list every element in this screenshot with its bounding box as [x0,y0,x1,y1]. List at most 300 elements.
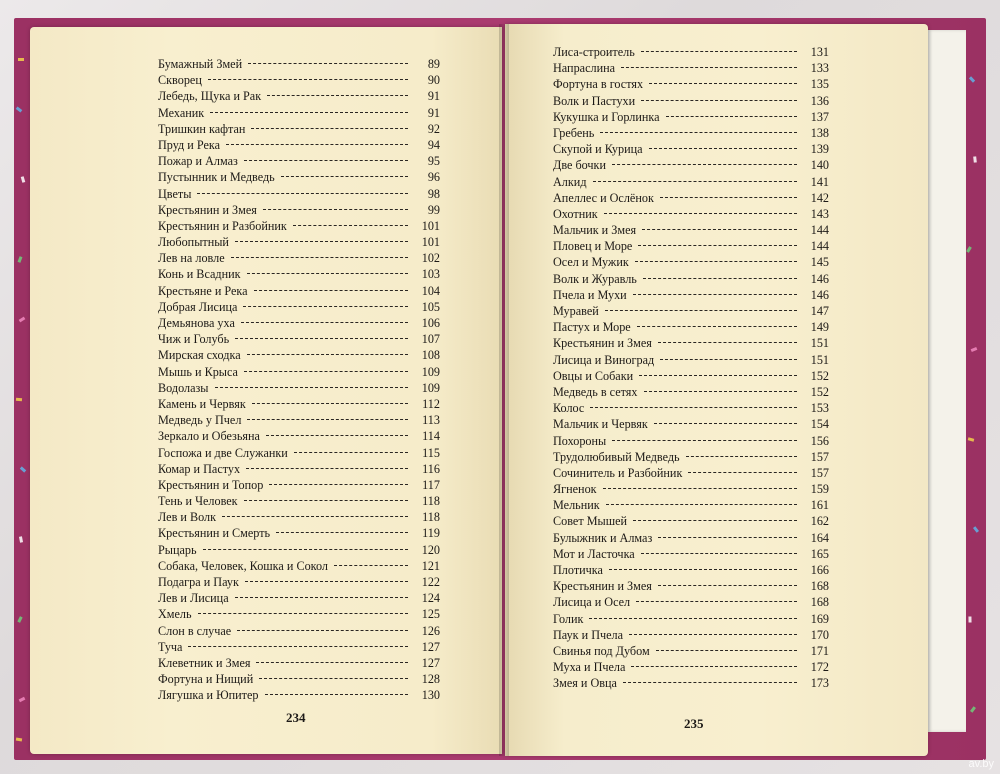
dash-leader [612,164,797,165]
dash-leader [606,504,797,505]
contents-entry [553,611,829,627]
entry-page-number: 143 [810,206,829,221]
contents-entry [553,384,829,400]
contents-entry [158,542,440,558]
entry-page-number: 109 [421,364,440,379]
dash-leader [658,585,797,586]
cover-confetti [969,76,975,82]
entry-page-number: 116 [422,461,440,476]
entry-title: Водолазы [158,380,209,395]
entry-title: Любопытный [158,235,229,250]
entry-title: Лебедь, Щука и Рак [158,89,262,104]
contents-entry [553,643,829,659]
dash-leader [226,144,408,145]
contents-entry [553,287,829,303]
entry-title: Пруд и Река [158,137,221,152]
entry-page-number: 140 [810,158,829,173]
left-page-number: 234 [286,710,306,725]
entry-page-number: 168 [810,595,829,610]
dash-leader [235,597,408,598]
contents-entry [158,590,440,606]
entry-title: Муха и Пчела [553,660,626,675]
dash-leader [604,213,797,214]
entry-title: Комар и Пастух [158,461,241,476]
entry-page-number: 131 [810,45,829,59]
entry-title: Скворец [158,73,202,88]
entry-title: Мышь и Крыса [158,364,238,379]
cover-confetti [968,616,971,622]
dash-leader [241,322,408,323]
dash-leader [660,197,797,198]
dash-leader [243,306,408,307]
entry-title: Фортуна в гостях [553,77,644,92]
contents-entry [553,659,829,675]
entry-title: Крестьяне и Река [158,283,248,298]
entry-page-number: 92 [427,121,440,136]
dash-leader [649,148,797,149]
cover-confetti [21,176,26,183]
contents-entry [553,513,829,529]
contents-entry [553,222,829,238]
entry-page-number: 95 [427,154,440,169]
contents-entry [553,190,829,206]
dash-leader [254,290,408,291]
contents-entry [158,509,440,525]
entry-page-number: 161 [810,498,829,513]
dash-leader [215,387,409,388]
cover-confetti [970,706,976,713]
entry-page-number: 114 [422,429,440,444]
entry-page-number: 90 [427,73,440,88]
entry-title: Совет Мышей [553,514,628,529]
dash-leader [245,581,408,582]
contents-entry [158,299,440,315]
entry-page-number: 153 [810,401,829,416]
entry-title: Овцы и Собаки [553,368,634,383]
entry-title: Собака, Человек, Кошка и Сокол [158,558,328,573]
entry-title: Крестьянин и Разбойник [158,218,287,233]
entry-title: Госпожа и две Служанки [158,445,288,460]
dash-leader [222,516,408,517]
contents-entry [553,303,829,319]
entry-page-number: 171 [810,643,829,658]
entry-page-number: 117 [422,477,440,492]
dash-leader [633,294,797,295]
dash-leader [631,666,797,667]
entry-page-number: 120 [421,542,440,557]
entry-title: Пустынник и Медведь [158,170,275,185]
entry-page-number: 115 [422,445,440,460]
entry-page-number: 119 [422,526,440,541]
entry-page-number: 118 [422,510,440,525]
right-page-number: 235 [684,716,704,731]
entry-page-number: 162 [810,514,829,529]
entry-title: Колос [553,401,585,416]
cover-confetti [966,246,972,253]
entry-page-number: 149 [810,320,829,335]
entry-page-number: 91 [427,89,440,104]
entry-title: Чиж и Голубь [158,332,230,347]
dash-leader [590,407,797,408]
contents-entry [553,125,829,141]
dash-leader [208,79,408,80]
entry-title: Тень и Человек [158,494,238,509]
cover-confetti [971,347,978,352]
contents-entry [158,671,440,687]
entry-page-number: 164 [810,530,829,545]
contents-entry [158,250,440,266]
contents-entry [158,639,440,655]
entry-title: Мирская сходка [158,348,241,363]
entry-title: Крестьянин и Топор [158,477,264,492]
dash-leader [639,375,797,376]
entry-title: Мальчик и Червяк [553,417,648,432]
dash-leader [638,245,797,246]
entry-title: Кукушка и Горлинка [553,109,660,124]
dash-leader [188,646,408,647]
entry-page-number: 98 [427,186,440,201]
entry-title: Лев и Волк [158,510,217,525]
dash-leader [247,419,408,420]
dash-leader [658,537,797,538]
contents-entry [553,594,829,610]
dash-leader [609,569,797,570]
entry-title: Апеллес и Ослёнок [553,190,654,205]
entry-title: Охотник [553,206,598,221]
entry-page-number: 124 [421,591,440,606]
entry-page-number: 138 [810,125,829,140]
dash-leader [600,132,797,133]
contents-entry [158,153,440,169]
entry-title: Медведь в сетях [553,384,638,399]
entry-page-number: 135 [810,77,829,92]
entry-page-number: 113 [422,413,440,428]
entry-page-number: 146 [810,271,829,286]
entry-title: Лисица и Виноград [553,352,655,367]
contents-entry [553,481,829,497]
contents-entry [553,335,829,351]
dash-leader [641,553,797,554]
entry-title: Плотичка [553,563,603,577]
entry-title: Напраслина [553,61,616,76]
dash-leader [649,83,797,84]
entry-title: Лисица и Осел [553,595,631,610]
dash-leader [589,618,797,619]
contents-entry [158,412,440,428]
entry-title: Слон в случае [158,623,232,638]
entry-title: Тришкин кафтан [158,121,246,136]
entry-title: Рыцарь [158,542,197,557]
contents-entry [158,347,440,363]
entry-title: Лев на ловле [158,251,225,266]
contents-entry [158,574,440,590]
entry-page-number: 108 [421,348,440,363]
entry-title: Гребень [553,125,595,140]
contents-entry [158,623,440,639]
contents-entry [553,562,829,578]
entry-title: Пастух и Море [553,320,631,335]
cover-confetti [16,738,22,742]
entry-page-number: 112 [422,396,440,411]
right-contents-list [553,44,829,692]
contents-entry [158,202,440,218]
dash-leader [643,278,797,279]
dash-leader [251,128,408,129]
entry-title: Змея и Овца [553,676,617,691]
contents-entry [553,44,829,60]
entry-title: Волк и Журавль [553,271,637,286]
dash-leader [247,354,408,355]
entry-title: Муравей [553,304,599,318]
contents-entry [158,445,440,461]
contents-entry [158,186,440,202]
dash-leader [654,423,797,424]
entry-title: Волк и Пастухи [553,93,636,108]
entry-title: Мельник [553,498,600,513]
contents-entry [553,400,829,416]
cover-confetti [19,317,26,323]
contents-entry [553,627,829,643]
dash-leader [633,520,797,521]
entry-title: Хмель [158,607,192,622]
entry-page-number: 144 [810,223,829,238]
dash-leader [666,116,797,117]
entry-title: Пловец и Море [553,239,633,254]
entry-page-number: 99 [427,202,440,217]
contents-entry [553,271,829,287]
contents-entry [158,364,440,380]
entry-page-number: 152 [810,384,829,399]
dash-leader [237,630,408,631]
dash-leader [246,468,408,469]
contents-entry [553,368,829,384]
dash-leader [266,435,408,436]
cover-confetti [18,58,24,61]
entry-page-number: 130 [421,688,440,703]
dash-leader [593,181,797,182]
dash-leader [612,440,797,441]
entry-page-number: 101 [421,218,440,233]
entry-page-number: 170 [810,627,829,642]
contents-entry [553,60,829,76]
entry-page-number: 165 [810,546,829,561]
contents-entry [553,238,829,254]
contents-entry [158,477,440,493]
entry-title: Скупой и Курица [553,142,643,157]
contents-entry [553,433,829,449]
entry-page-number: 144 [810,239,829,254]
book-gutter [499,24,509,756]
dash-leader [688,472,797,473]
contents-entry [553,465,829,481]
entry-title: Голик [553,611,584,626]
cover-confetti [968,437,975,441]
contents-entry [158,283,440,299]
dash-leader [293,225,408,226]
dash-leader [203,549,408,550]
contents-entry [158,137,440,153]
dash-leader [247,273,408,274]
dash-leader [656,650,797,651]
contents-entry [158,655,440,671]
contents-entry [553,206,829,222]
dash-leader [263,209,408,210]
contents-entry [553,76,829,92]
contents-entry [158,396,440,412]
dash-leader [637,326,797,327]
entry-page-number: 145 [810,255,829,270]
dash-leader [623,682,797,683]
entry-page-number: 159 [810,482,829,497]
dash-leader [244,371,408,372]
entry-page-number: 157 [810,465,829,480]
contents-entry [158,428,440,444]
entry-title: Медведь у Пчел [158,413,242,428]
contents-entry [553,254,829,270]
entry-page-number: 127 [421,639,440,654]
entry-title: Камень и Червяк [158,396,246,411]
contents-entry [158,687,440,703]
entry-title: Пожар и Алмаз [158,154,238,169]
dash-leader [603,488,797,489]
contents-entry [553,530,829,546]
entry-page-number: 121 [421,558,440,573]
entry-page-number: 133 [810,61,829,76]
entry-page-number: 91 [427,105,440,120]
entry-page-number: 166 [810,563,829,577]
entry-page-number: 142 [810,190,829,205]
entry-page-number: 151 [810,352,829,367]
entry-page-number: 169 [810,611,829,626]
entry-page-number: 139 [810,142,829,157]
contents-entry [158,380,440,396]
contents-entry [158,56,440,72]
cover-confetti [16,106,23,112]
entry-page-number: 127 [421,655,440,670]
entry-title: Лиса-строитель [553,45,635,59]
entry-page-number: 156 [810,433,829,448]
dash-leader [210,112,408,113]
contents-entry [553,675,829,691]
entry-page-number: 106 [421,316,440,330]
dash-leader [244,500,408,501]
dash-leader [641,51,797,52]
dash-leader [658,342,797,343]
dash-leader [621,67,797,68]
dash-leader [294,452,408,453]
contents-entry [553,578,829,594]
dash-leader [198,613,408,614]
dash-leader [256,662,408,663]
dash-leader [259,678,408,679]
contents-entry [553,546,829,562]
entry-page-number: 141 [810,174,829,189]
contents-entry [553,93,829,109]
contents-entry [158,88,440,104]
dash-leader [334,565,408,566]
contents-entry [158,558,440,574]
entry-page-number: 128 [421,672,440,687]
entry-page-number: 125 [421,607,440,622]
cover-confetti [19,697,26,702]
entry-title: Добрая Лисица [158,299,238,314]
entry-title: Похороны [553,433,607,448]
entry-title: Две бочки [553,158,607,173]
entry-page-number: 89 [427,57,440,71]
dash-leader [267,95,408,96]
entry-page-number: 118 [422,494,440,509]
watermark: av.by [968,758,994,770]
dash-leader [629,634,797,635]
entry-title: Крестьянин и Змея [553,579,652,594]
entry-page-number: 146 [810,287,829,302]
contents-entry [158,525,440,541]
entry-title: Крестьянин и Змея [158,202,257,217]
dash-leader [635,261,797,262]
entry-page-number: 136 [810,93,829,108]
dash-leader [605,310,797,311]
cover-confetti [973,156,977,162]
dash-leader [244,160,408,161]
entry-page-number: 96 [427,170,440,185]
entry-page-number: 102 [421,251,440,266]
contents-entry [553,109,829,125]
entry-title: Демьянова уха [158,316,235,330]
contents-entry [158,218,440,234]
entry-page-number: 104 [421,283,440,298]
cover-confetti [16,398,22,402]
contents-entry [553,449,829,465]
entry-title: Мот и Ласточка [553,546,635,561]
contents-entry [158,266,440,282]
dash-leader [248,63,408,64]
contents-entry [158,461,440,477]
entry-title: Лев и Лисица [158,591,229,606]
dash-leader [252,403,408,404]
entry-title: Цветы [158,186,192,201]
entry-page-number: 157 [810,449,829,464]
entry-title: Крестьянин и Змея [553,336,652,351]
entry-title: Лягушка и Юпитер [158,688,259,703]
cover-confetti [18,256,23,263]
dash-leader [235,241,408,242]
contents-entry [553,319,829,335]
dash-leader [636,601,797,602]
entry-title: Пчела и Мухи [553,287,627,302]
entry-page-number: 105 [421,299,440,314]
entry-page-number: 101 [421,235,440,250]
dash-leader [644,391,798,392]
dash-leader [231,257,408,258]
dash-leader [276,532,408,533]
contents-entry [158,234,440,250]
contents-entry [158,169,440,185]
contents-entry [553,497,829,513]
entry-page-number: 109 [421,380,440,395]
dash-leader [641,100,797,101]
contents-entry [553,416,829,432]
entry-title: Бумажный Змей [158,57,243,71]
entry-page-number: 107 [421,332,440,347]
dash-leader [197,193,408,194]
contents-entry [158,72,440,88]
cover-confetti [19,536,23,542]
contents-entry [553,141,829,157]
contents-entry [158,105,440,121]
contents-entry [553,157,829,173]
entry-title: Сочинитель и Разбойник [553,465,683,480]
entry-title: Клеветник и Змея [158,655,251,670]
